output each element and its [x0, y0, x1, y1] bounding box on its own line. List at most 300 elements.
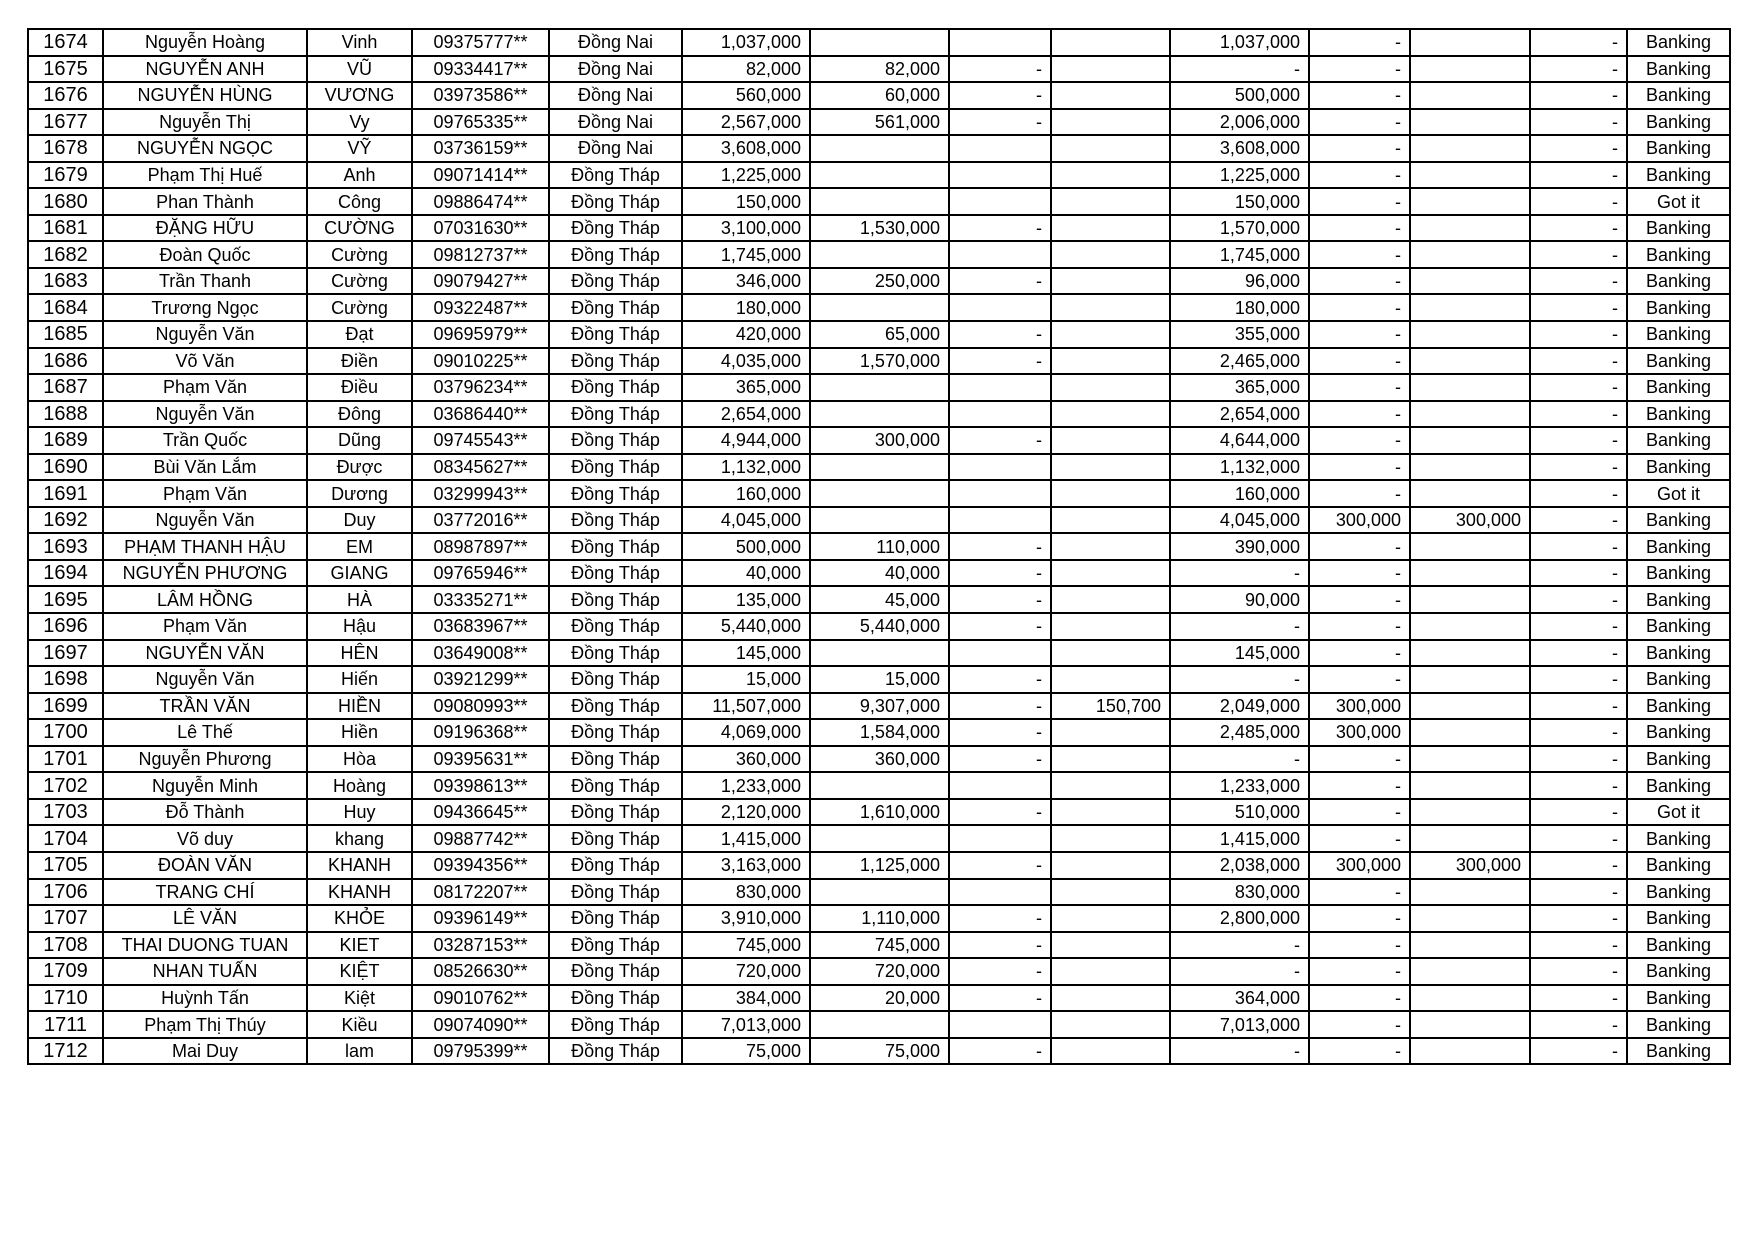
cell-phone: 09436645**	[412, 799, 549, 826]
cell-province: Đồng Tháp	[549, 666, 682, 693]
table-row	[28, 1038, 1730, 1065]
cell-amount-4: 3,608,000	[1170, 135, 1309, 162]
cell-payment-method: Banking	[1627, 533, 1730, 560]
cell-amount-3	[1051, 215, 1170, 242]
cell-payment-method: Banking	[1627, 215, 1730, 242]
cell-amount-6	[1410, 401, 1530, 428]
cell-payment-method: Banking	[1627, 135, 1730, 162]
cell-amount-4: -	[1170, 560, 1309, 587]
cell-amount-1: 15,000	[810, 666, 949, 693]
cell-phone: 03299943**	[412, 480, 549, 507]
table-row	[28, 294, 1730, 321]
cell-province: Đồng Tháp	[549, 746, 682, 773]
cell-phone: 09745543**	[412, 427, 549, 454]
cell-province: Đồng Tháp	[549, 268, 682, 295]
cell-payment-method: Banking	[1627, 507, 1730, 534]
cell-total: 420,000	[682, 321, 810, 348]
cell-amount-4: 1,233,000	[1170, 772, 1309, 799]
cell-amount-6: 300,000	[1410, 852, 1530, 879]
cell-first-name: Vy	[307, 109, 412, 136]
cell-id: 1700	[28, 719, 103, 746]
cell-amount-7: -	[1530, 825, 1627, 852]
cell-amount-6	[1410, 666, 1530, 693]
cell-first-name: Dương	[307, 480, 412, 507]
table-row	[28, 932, 1730, 959]
cell-total: 1,233,000	[682, 772, 810, 799]
cell-amount-3	[1051, 427, 1170, 454]
cell-amount-3	[1051, 321, 1170, 348]
cell-amount-3	[1051, 905, 1170, 932]
cell-phone: 09071414**	[412, 162, 549, 189]
cell-amount-6	[1410, 932, 1530, 959]
cell-id: 1709	[28, 958, 103, 985]
cell-amount-2: -	[949, 932, 1051, 959]
cell-amount-5: -	[1309, 294, 1410, 321]
cell-phone: 09887742**	[412, 825, 549, 852]
cell-amount-5: -	[1309, 958, 1410, 985]
cell-amount-7: -	[1530, 507, 1627, 534]
cell-payment-method: Banking	[1627, 241, 1730, 268]
cell-first-name: VỸ	[307, 135, 412, 162]
cell-amount-1	[810, 135, 949, 162]
cell-payment-method: Banking	[1627, 321, 1730, 348]
cell-amount-1: 1,110,000	[810, 905, 949, 932]
cell-last-name: Trần Thanh	[103, 268, 307, 295]
cell-payment-method: Banking	[1627, 825, 1730, 852]
cell-phone: 09196368**	[412, 719, 549, 746]
cell-last-name: Phạm Thị Thúy	[103, 1011, 307, 1038]
cell-amount-7: -	[1530, 879, 1627, 906]
cell-id: 1677	[28, 109, 103, 136]
cell-payment-method: Banking	[1627, 1038, 1730, 1065]
cell-phone: 03649008**	[412, 640, 549, 667]
cell-last-name: Nguyễn Văn	[103, 507, 307, 534]
cell-amount-7: -	[1530, 640, 1627, 667]
table-row	[28, 958, 1730, 985]
table-row	[28, 985, 1730, 1012]
cell-total: 360,000	[682, 746, 810, 773]
cell-phone: 08345627**	[412, 454, 549, 481]
cell-amount-3	[1051, 135, 1170, 162]
cell-first-name: Được	[307, 454, 412, 481]
cell-amount-3	[1051, 640, 1170, 667]
cell-amount-1: 60,000	[810, 82, 949, 109]
table-row	[28, 82, 1730, 109]
cell-province: Đồng Tháp	[549, 932, 682, 959]
cell-province: Đồng Tháp	[549, 401, 682, 428]
cell-amount-4: 2,800,000	[1170, 905, 1309, 932]
cell-amount-7: -	[1530, 985, 1627, 1012]
cell-amount-5: -	[1309, 401, 1410, 428]
cell-amount-4: 2,038,000	[1170, 852, 1309, 879]
cell-amount-2	[949, 454, 1051, 481]
cell-total: 4,944,000	[682, 427, 810, 454]
cell-id: 1698	[28, 666, 103, 693]
cell-phone: 09080993**	[412, 693, 549, 720]
table-body	[28, 29, 1730, 1064]
cell-phone: 03683967**	[412, 613, 549, 640]
cell-payment-method: Banking	[1627, 932, 1730, 959]
cell-amount-5: 300,000	[1309, 507, 1410, 534]
cell-amount-2: -	[949, 693, 1051, 720]
cell-amount-2	[949, 507, 1051, 534]
cell-first-name: Dũng	[307, 427, 412, 454]
table-row	[28, 215, 1730, 242]
cell-phone: 09395631**	[412, 746, 549, 773]
cell-id: 1694	[28, 560, 103, 587]
cell-amount-5: -	[1309, 613, 1410, 640]
cell-amount-4: 2,006,000	[1170, 109, 1309, 136]
cell-amount-3	[1051, 666, 1170, 693]
cell-amount-5: -	[1309, 825, 1410, 852]
cell-amount-1	[810, 772, 949, 799]
cell-amount-7: -	[1530, 401, 1627, 428]
cell-amount-3	[1051, 1038, 1170, 1065]
cell-amount-7: -	[1530, 852, 1627, 879]
cell-amount-2: -	[949, 348, 1051, 375]
cell-amount-2: -	[949, 905, 1051, 932]
cell-amount-2	[949, 480, 1051, 507]
cell-phone: 08172207**	[412, 879, 549, 906]
table-row	[28, 719, 1730, 746]
cell-last-name: Nguyễn Phương	[103, 746, 307, 773]
cell-id: 1675	[28, 56, 103, 83]
cell-payment-method: Banking	[1627, 586, 1730, 613]
cell-first-name: VƯƠNG	[307, 82, 412, 109]
cell-id: 1702	[28, 772, 103, 799]
cell-amount-7: -	[1530, 162, 1627, 189]
cell-last-name: Huỳnh Tấn	[103, 985, 307, 1012]
cell-phone: 07031630**	[412, 215, 549, 242]
cell-amount-5: 300,000	[1309, 852, 1410, 879]
cell-amount-6	[1410, 348, 1530, 375]
cell-total: 15,000	[682, 666, 810, 693]
cell-phone: 09074090**	[412, 1011, 549, 1038]
cell-province: Đồng Tháp	[549, 427, 682, 454]
cell-amount-1	[810, 507, 949, 534]
cell-phone: 03335271**	[412, 586, 549, 613]
cell-province: Đồng Tháp	[549, 454, 682, 481]
cell-amount-5: -	[1309, 586, 1410, 613]
cell-amount-1	[810, 374, 949, 401]
cell-first-name: GIANG	[307, 560, 412, 587]
cell-amount-7: -	[1530, 56, 1627, 83]
cell-id: 1685	[28, 321, 103, 348]
cell-amount-2	[949, 825, 1051, 852]
cell-amount-2	[949, 879, 1051, 906]
cell-phone: 08987897**	[412, 533, 549, 560]
cell-amount-7: -	[1530, 82, 1627, 109]
table-row	[28, 1011, 1730, 1038]
cell-last-name: LÊ VĂN	[103, 905, 307, 932]
cell-province: Đồng Tháp	[549, 693, 682, 720]
cell-amount-5: -	[1309, 932, 1410, 959]
cell-total: 384,000	[682, 985, 810, 1012]
cell-phone: 09334417**	[412, 56, 549, 83]
cell-first-name: khang	[307, 825, 412, 852]
cell-province: Đồng Tháp	[549, 321, 682, 348]
cell-last-name: NGUYỄN VĂN	[103, 640, 307, 667]
cell-amount-7: -	[1530, 586, 1627, 613]
cell-amount-4: 500,000	[1170, 82, 1309, 109]
table-row	[28, 825, 1730, 852]
cell-amount-1: 75,000	[810, 1038, 949, 1065]
cell-total: 1,225,000	[682, 162, 810, 189]
cell-amount-3	[1051, 454, 1170, 481]
cell-total: 3,910,000	[682, 905, 810, 932]
cell-id: 1684	[28, 294, 103, 321]
cell-amount-2: -	[949, 586, 1051, 613]
cell-id: 1707	[28, 905, 103, 932]
cell-id: 1674	[28, 29, 103, 56]
table-row	[28, 348, 1730, 375]
cell-id: 1703	[28, 799, 103, 826]
cell-amount-2	[949, 374, 1051, 401]
cell-amount-2	[949, 188, 1051, 215]
cell-amount-6	[1410, 215, 1530, 242]
cell-amount-3	[1051, 613, 1170, 640]
cell-province: Đồng Tháp	[549, 772, 682, 799]
cell-first-name: Hậu	[307, 613, 412, 640]
cell-amount-1: 5,440,000	[810, 613, 949, 640]
cell-amount-5: -	[1309, 321, 1410, 348]
cell-phone: 03772016**	[412, 507, 549, 534]
cell-first-name: EM	[307, 533, 412, 560]
cell-amount-7: -	[1530, 772, 1627, 799]
cell-amount-5: -	[1309, 1011, 1410, 1038]
cell-amount-4: 365,000	[1170, 374, 1309, 401]
cell-last-name: ĐẶNG HỮU	[103, 215, 307, 242]
cell-first-name: KHANH	[307, 852, 412, 879]
cell-amount-6	[1410, 772, 1530, 799]
cell-amount-6	[1410, 825, 1530, 852]
cell-id: 1704	[28, 825, 103, 852]
cell-amount-4: 355,000	[1170, 321, 1309, 348]
cell-amount-5: -	[1309, 746, 1410, 773]
cell-amount-1: 1,530,000	[810, 215, 949, 242]
cell-amount-4: 180,000	[1170, 294, 1309, 321]
cell-amount-7: -	[1530, 693, 1627, 720]
cell-amount-3	[1051, 719, 1170, 746]
cell-amount-7: -	[1530, 560, 1627, 587]
cell-amount-3	[1051, 879, 1170, 906]
cell-amount-1: 82,000	[810, 56, 949, 83]
cell-amount-5: -	[1309, 135, 1410, 162]
table-row	[28, 427, 1730, 454]
cell-id: 1693	[28, 533, 103, 560]
cell-amount-3	[1051, 560, 1170, 587]
cell-amount-6	[1410, 480, 1530, 507]
cell-phone: 09795399**	[412, 1038, 549, 1065]
cell-last-name: Võ Văn	[103, 348, 307, 375]
cell-amount-6	[1410, 56, 1530, 83]
cell-amount-5: 300,000	[1309, 693, 1410, 720]
cell-province: Đồng Tháp	[549, 799, 682, 826]
cell-total: 180,000	[682, 294, 810, 321]
cell-amount-4: -	[1170, 958, 1309, 985]
cell-amount-6	[1410, 746, 1530, 773]
cell-amount-1: 720,000	[810, 958, 949, 985]
cell-amount-2	[949, 241, 1051, 268]
cell-amount-6	[1410, 586, 1530, 613]
cell-payment-method: Banking	[1627, 958, 1730, 985]
cell-last-name: Phạm Văn	[103, 613, 307, 640]
cell-amount-2	[949, 162, 1051, 189]
cell-amount-3: 150,700	[1051, 693, 1170, 720]
cell-amount-2: -	[949, 746, 1051, 773]
table-row	[28, 480, 1730, 507]
cell-amount-2: -	[949, 533, 1051, 560]
cell-amount-3	[1051, 746, 1170, 773]
cell-payment-method: Got it	[1627, 188, 1730, 215]
table-row	[28, 56, 1730, 83]
cell-total: 1,132,000	[682, 454, 810, 481]
cell-province: Đồng Tháp	[549, 613, 682, 640]
cell-id: 1706	[28, 879, 103, 906]
cell-last-name: Phạm Văn	[103, 374, 307, 401]
cell-last-name: NGUYỄN PHƯƠNG	[103, 560, 307, 587]
cell-last-name: Phan Thành	[103, 188, 307, 215]
cell-amount-2: -	[949, 985, 1051, 1012]
cell-amount-2	[949, 135, 1051, 162]
cell-total: 365,000	[682, 374, 810, 401]
cell-payment-method: Banking	[1627, 401, 1730, 428]
cell-amount-3	[1051, 29, 1170, 56]
cell-payment-method: Banking	[1627, 852, 1730, 879]
cell-first-name: Anh	[307, 162, 412, 189]
cell-province: Đồng Tháp	[549, 905, 682, 932]
cell-first-name: Điều	[307, 374, 412, 401]
cell-amount-4: 2,465,000	[1170, 348, 1309, 375]
cell-amount-1	[810, 1011, 949, 1038]
cell-amount-3	[1051, 82, 1170, 109]
cell-total: 135,000	[682, 586, 810, 613]
cell-amount-2: -	[949, 666, 1051, 693]
cell-total: 40,000	[682, 560, 810, 587]
cell-amount-3	[1051, 348, 1170, 375]
cell-amount-6	[1410, 294, 1530, 321]
cell-amount-6: 300,000	[1410, 507, 1530, 534]
cell-payment-method: Banking	[1627, 162, 1730, 189]
cell-first-name: Hiền	[307, 719, 412, 746]
cell-id: 1689	[28, 427, 103, 454]
cell-amount-1: 45,000	[810, 586, 949, 613]
cell-amount-5: -	[1309, 1038, 1410, 1065]
cell-id: 1681	[28, 215, 103, 242]
cell-last-name: NGUYỄN NGỌC	[103, 135, 307, 162]
cell-province: Đồng Nai	[549, 82, 682, 109]
cell-last-name: Nguyễn Hoàng	[103, 29, 307, 56]
cell-amount-6	[1410, 109, 1530, 136]
cell-first-name: HÀ	[307, 586, 412, 613]
cell-amount-4: 830,000	[1170, 879, 1309, 906]
cell-amount-2: -	[949, 215, 1051, 242]
cell-province: Đồng Tháp	[549, 586, 682, 613]
cell-amount-7: -	[1530, 374, 1627, 401]
cell-amount-1: 110,000	[810, 533, 949, 560]
cell-amount-3	[1051, 188, 1170, 215]
cell-amount-4: -	[1170, 746, 1309, 773]
cell-amount-5: -	[1309, 640, 1410, 667]
cell-payment-method: Banking	[1627, 772, 1730, 799]
cell-total: 82,000	[682, 56, 810, 83]
cell-phone: 09079427**	[412, 268, 549, 295]
cell-amount-3	[1051, 799, 1170, 826]
cell-last-name: Nguyễn Minh	[103, 772, 307, 799]
cell-province: Đồng Tháp	[549, 348, 682, 375]
cell-province: Đồng Tháp	[549, 1038, 682, 1065]
cell-province: Đồng Tháp	[549, 640, 682, 667]
cell-amount-2: -	[949, 560, 1051, 587]
cell-amount-2	[949, 294, 1051, 321]
cell-amount-7: -	[1530, 268, 1627, 295]
cell-amount-2: -	[949, 1038, 1051, 1065]
cell-amount-1	[810, 640, 949, 667]
table-row	[28, 533, 1730, 560]
cell-payment-method: Banking	[1627, 1011, 1730, 1038]
cell-amount-5: -	[1309, 29, 1410, 56]
cell-amount-6	[1410, 985, 1530, 1012]
cell-amount-4: 7,013,000	[1170, 1011, 1309, 1038]
cell-amount-5: -	[1309, 162, 1410, 189]
cell-payment-method: Banking	[1627, 719, 1730, 746]
cell-payment-method: Banking	[1627, 454, 1730, 481]
cell-amount-4: -	[1170, 56, 1309, 83]
cell-amount-2	[949, 1011, 1051, 1038]
cell-phone: 09394356**	[412, 852, 549, 879]
cell-amount-1	[810, 29, 949, 56]
cell-first-name: Hòa	[307, 746, 412, 773]
cell-amount-2: -	[949, 268, 1051, 295]
cell-amount-7: -	[1530, 905, 1627, 932]
cell-amount-4: 96,000	[1170, 268, 1309, 295]
cell-first-name: lam	[307, 1038, 412, 1065]
cell-amount-5: -	[1309, 905, 1410, 932]
cell-first-name: Duy	[307, 507, 412, 534]
cell-first-name: Đạt	[307, 321, 412, 348]
cell-payment-method: Banking	[1627, 56, 1730, 83]
table-row	[28, 507, 1730, 534]
cell-amount-4: 160,000	[1170, 480, 1309, 507]
cell-amount-3	[1051, 772, 1170, 799]
cell-phone: 03287153**	[412, 932, 549, 959]
cell-phone: 09398613**	[412, 772, 549, 799]
cell-last-name: THAI DUONG TUAN	[103, 932, 307, 959]
cell-amount-6	[1410, 268, 1530, 295]
cell-first-name: HIỀN	[307, 693, 412, 720]
cell-amount-2	[949, 772, 1051, 799]
cell-id: 1710	[28, 985, 103, 1012]
cell-phone: 03921299**	[412, 666, 549, 693]
cell-amount-7: -	[1530, 1011, 1627, 1038]
cell-amount-3	[1051, 241, 1170, 268]
cell-last-name: NHAN TUẤN	[103, 958, 307, 985]
cell-amount-1	[810, 480, 949, 507]
cell-amount-7: -	[1530, 135, 1627, 162]
cell-province: Đồng Nai	[549, 29, 682, 56]
cell-phone: 08526630**	[412, 958, 549, 985]
cell-first-name: HÊN	[307, 640, 412, 667]
cell-amount-4: 364,000	[1170, 985, 1309, 1012]
cell-amount-1: 40,000	[810, 560, 949, 587]
cell-amount-5: -	[1309, 879, 1410, 906]
cell-amount-7: -	[1530, 29, 1627, 56]
cell-amount-2	[949, 29, 1051, 56]
cell-amount-3	[1051, 507, 1170, 534]
cell-amount-7: -	[1530, 1038, 1627, 1065]
cell-last-name: Đoàn Quốc	[103, 241, 307, 268]
cell-phone: 09396149**	[412, 905, 549, 932]
